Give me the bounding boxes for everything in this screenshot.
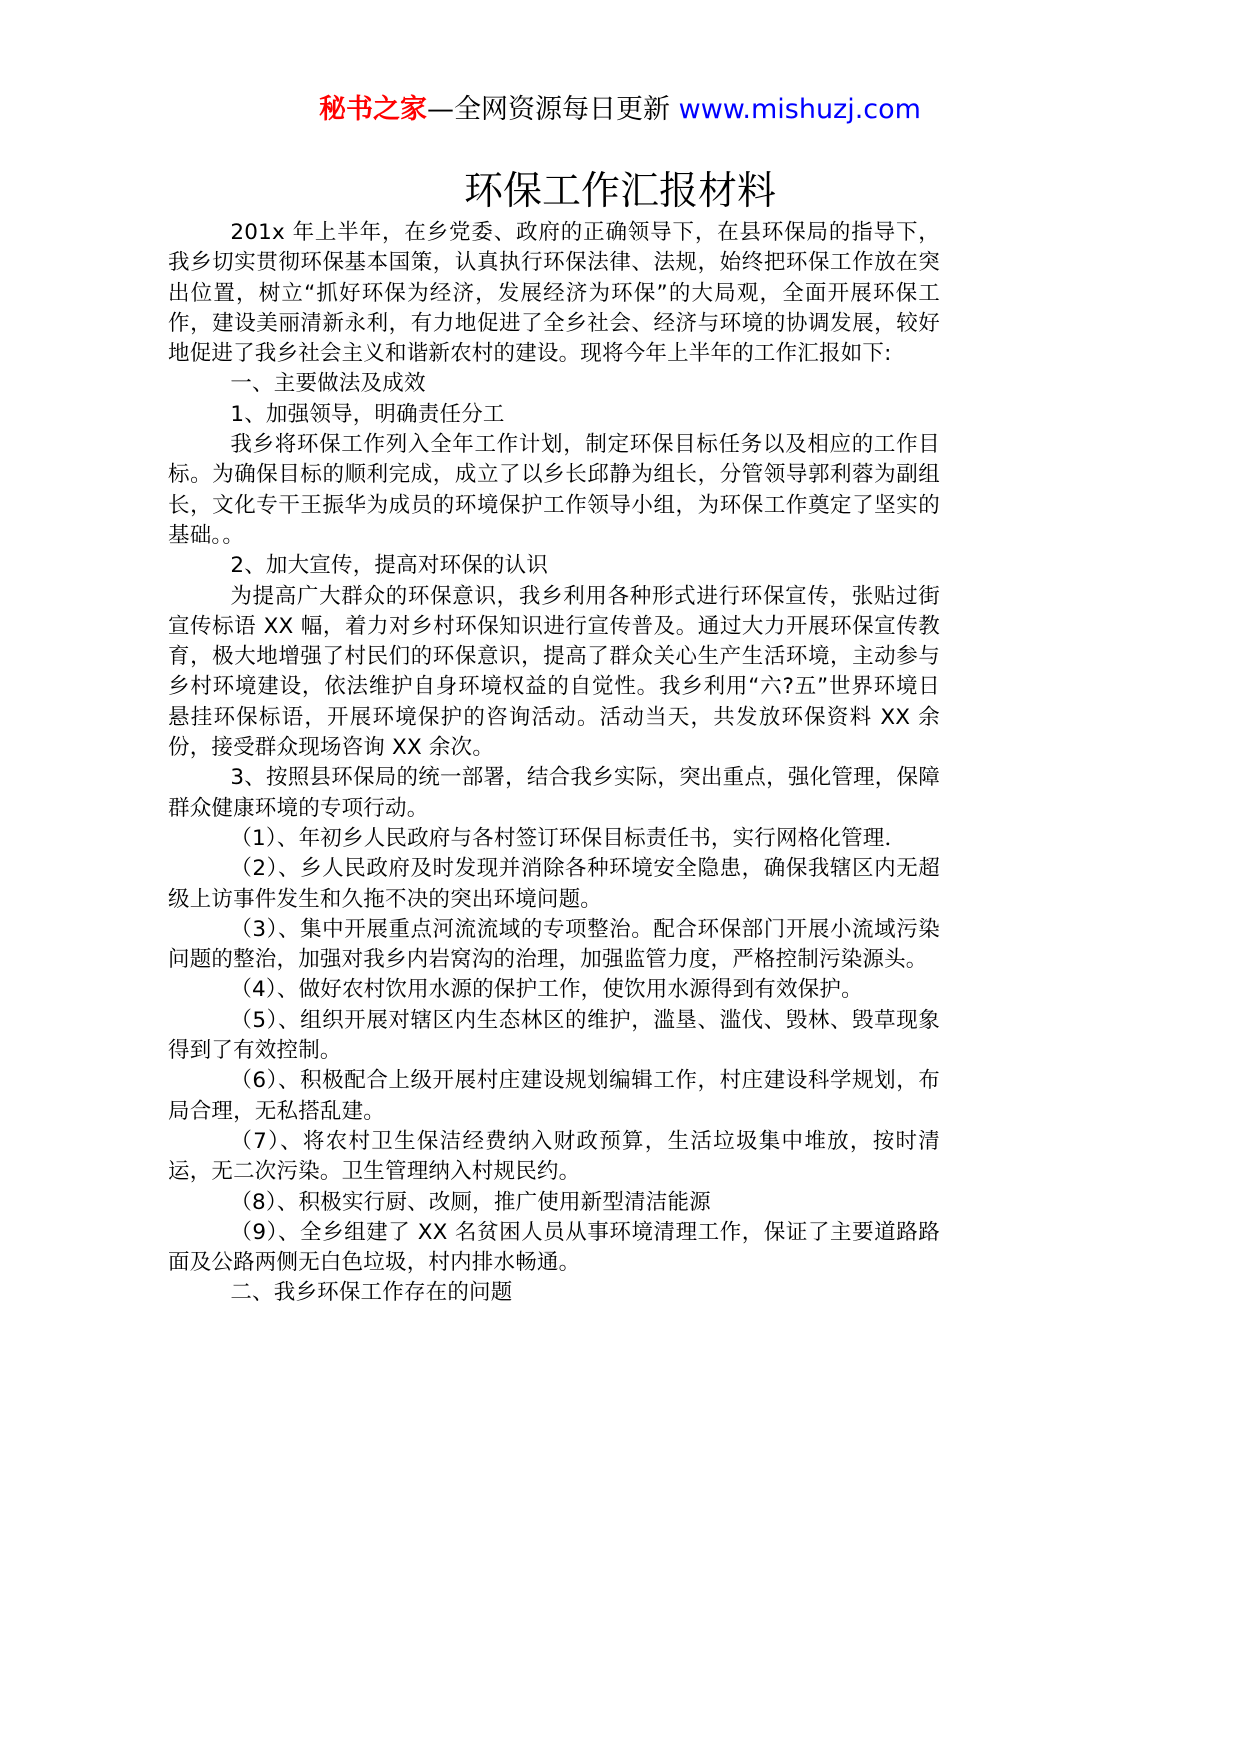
subheading-2: 2、加大宣传，提高对环保的认识 (230, 553, 549, 579)
list-item: （4）、做好农村饮用水源的保护工作，使饮用水源得到有效保护。 (230, 977, 863, 1003)
subheading-3: 3、按照县环保局的统一部署，结合我乡实际，突出重点，强化管理，保障群众健康环境的专项行动。 (168, 765, 940, 821)
section-heading-1: 一、主要做法及成效 (230, 371, 426, 397)
site-tagline: —全网资源每日更新 (427, 94, 679, 125)
site-brand: 秘书之家 (319, 94, 428, 125)
list-item: （6）、积极配合上级开展村庄建设规划编辑工作，村庄建设科学规划，布局合理，无私搭乱建。 (168, 1068, 940, 1124)
list-item: （7）、将农村卫生保洁经费纳入财政预算，生活垃圾集中堆放，按时清运，无二次污染。卫生管理纳入村规民约。 (168, 1128, 940, 1185)
section-heading-2: 二、我乡环保工作存在的问题 (230, 1280, 513, 1306)
site-banner (0, 92, 1240, 128)
list-item: （9）、全乡组建了 XX 名贫困人员从事环境清理工作，保证了主要道路路面及公路两侧无白色垃圾，村内排水畅通。 (168, 1219, 940, 1276)
paragraph: 我乡将环保工作列入全年工作计划，制定环保目标任务以及相应的工作目标。为确保目标的顺利完成，成立了以乡长邱静为组长，分管领导郭利蓉为副组长，文化专干王振华为成员的环境保护工作领导小组，为环保工作奠定了坚实的基础。。 (168, 432, 940, 548)
document-title: 环保工作汇报材料 (463, 169, 776, 214)
list-item: （5）、组织开展对辖区内生态林区的维护，滥垦、滥伐、毁林、毁草现象得到了有效控制。 (168, 1007, 940, 1064)
subheading-1: 1、加强领导，明确责任分工 (230, 401, 505, 427)
site-url-link[interactable]: www.mishuzj.com (678, 94, 921, 125)
list-item: （3）、集中开展重点河流流域的专项整治。配合环保部门开展小流域污染问题的整治，加强对我乡内岩窝沟的治理，加强监管力度，严格控制污染源头。 (168, 916, 940, 973)
intro-paragraph: 201x 年上半年，在乡党委、政府的正确领导下，在县环保局的指导下，我乡切实贯彻环保基本国策，认真执行环保法律、法规，始终把环保工作放在突出位置，树立“抓好环保为经济，发展经济为环保”的大局观，全面开展环保工作，建设美丽清新永利，有力地促进了全乡社会、经济与环境的协调发展，较好地促进了我乡社会主义和谐新农村的建设。现将今年上半年的工作汇报如下: (168, 220, 940, 367)
paragraph: 为提高广大群众的环保意识，我乡利用各种形式进行环保宣传，张贴过街宣传标语 XX 幅，着力对乡村环保知识进行宣传普及。通过大力开展环保宣传教育，极大地增强了村民们的环保意识，提高了群众关心生产生活环境，主动参与乡村环境建设，依法维护自身环境权益的自觉性。我乡利用“六?五”世界环境日悬挂环保标语，开展环境保护的咨询活动。活动当天，共发放环保资料 XX 余份，接受群众现场咨询 XX 余次。 (168, 583, 940, 761)
list-item: （2）、乡人民政府及时发现并消除各种环境安全隐患，确保我辖区内无超级上访事件发生和久拖不决的突出环境问题。 (168, 856, 940, 912)
document-body (168, 218, 940, 1309)
list-item: （8）、积极实行厨、改厕，推广使用新型清洁能源 (230, 1189, 711, 1215)
list-item: （1）、年初乡人民政府与各村签订环保目标责任书，实行网格化管理． (230, 825, 907, 851)
